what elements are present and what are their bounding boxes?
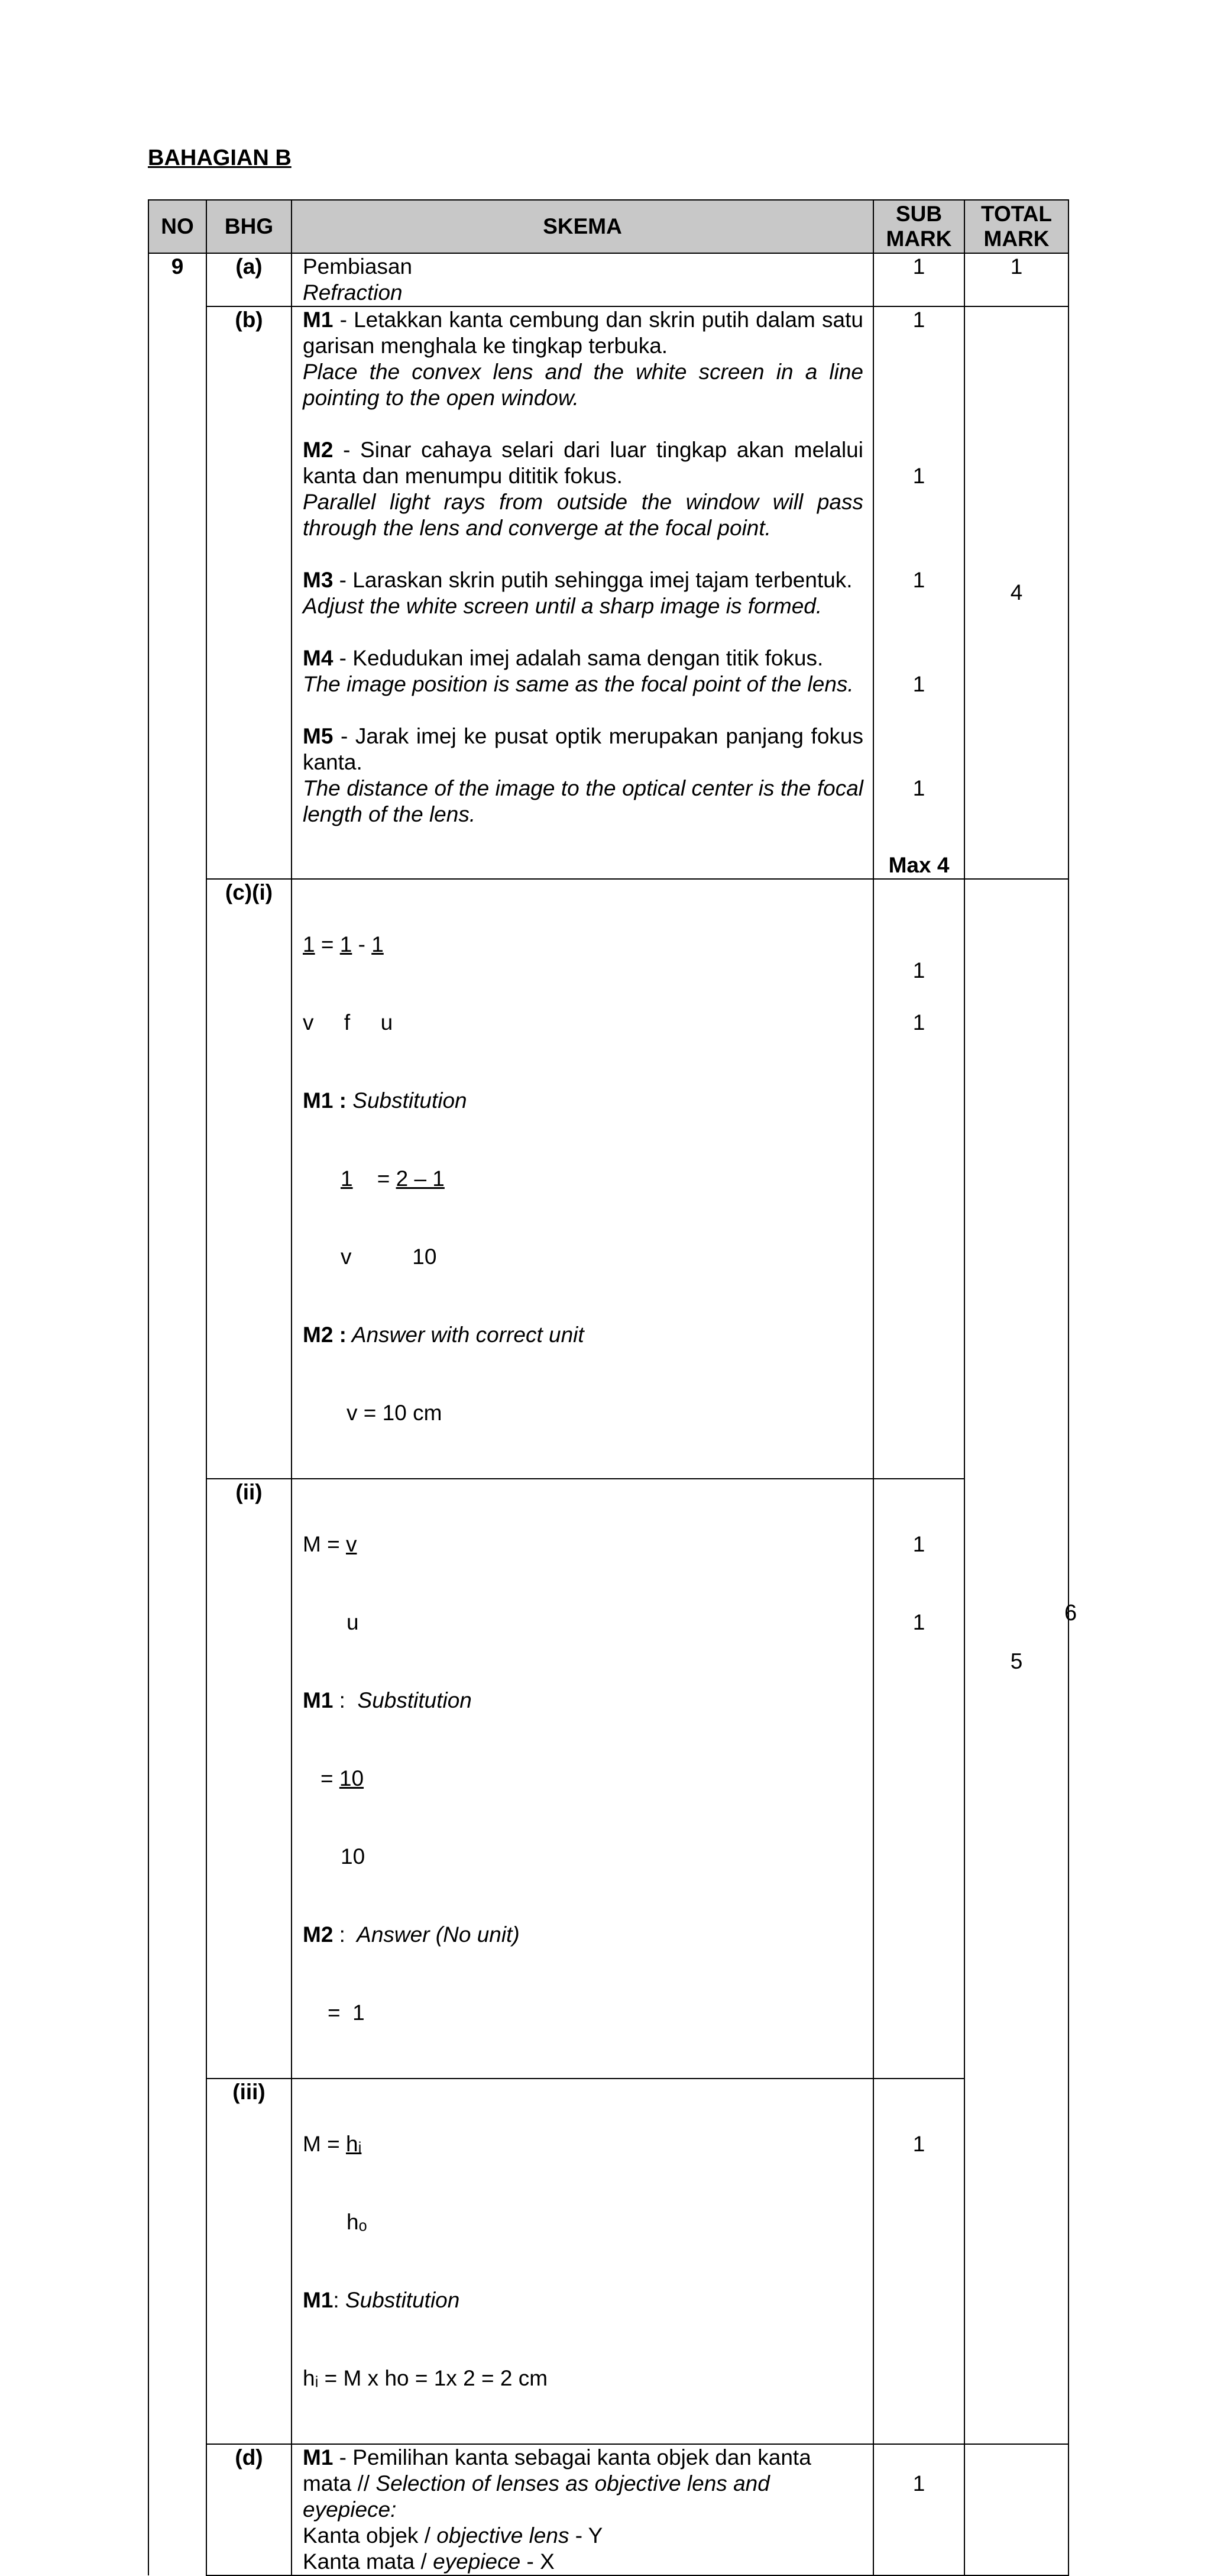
- header-bhg: BHG: [206, 200, 292, 253]
- answer-cell: 1 = 1 - 1 v f u M1 : Substitution 1 = 2 – 1 v 10 M2 : Answer with correct unit v = 10 cm: [292, 879, 873, 1479]
- table-row: [148, 1479, 1068, 2079]
- table-row: [148, 2444, 1068, 2575]
- question-number: 9: [148, 253, 206, 2575]
- header-sub-mark: SUB MARK: [873, 200, 964, 253]
- answer-cell: M1 - Letakkan kanta cembung dan skrin putih dalam satu garisan menghala ke tingkap terbuka. Place the convex lens and the white screen in a line pointing to the open window. M2 - Sinar cahaya selari dari luar tingkap akan melalui kanta dan menumpu dititik fokus. Parallel light rays from outside the window will pass through the lens and converge at the focal point. M3 - Laraskan skrin putih sehingga imej tajam terbentuk. Adjust the white screen until a sharp image is formed. M4 - Kedudukan imej adalah sama dengan titik fokus. The image position is same as the focal point of the lens. M5 - Jarak imej ke pusat optik merupakan panjang fokus kanta. The distance of the image to the optical center is the focal length of the lens.: [292, 306, 873, 879]
- part-label: (ii): [206, 1479, 292, 2079]
- header-no: NO: [148, 200, 206, 253]
- part-label: (d): [206, 2444, 292, 2575]
- section-title: BAHAGIAN B: [148, 146, 292, 170]
- table-row: [148, 2079, 1068, 2444]
- header-skema: SKEMA: [292, 200, 873, 253]
- answer-cell: M1 - Pemilihan kanta sebagai kanta objek dan kanta mata // Selection of lenses as objective lens and eyepiece: Kanta objek / objective lens - Y Kanta mata / eyepiece - X: [292, 2444, 873, 2575]
- page-number: 6: [1064, 1601, 1077, 1625]
- sub-mark: 1 1 1 1 1 Max 4: [873, 306, 964, 879]
- sub-mark: 1 1: [873, 879, 964, 1479]
- sub-mark: 1: [873, 2079, 964, 2444]
- answer-cell: M = hᵢ hₒ M1: Substitution hᵢ = M x ho = 1x 2 = 2 cm: [292, 2079, 873, 2444]
- marking-scheme-table: [148, 199, 1069, 2576]
- sub-mark: 1 1: [873, 1479, 964, 2079]
- answer-cell: M = v u M1 : Substitution = 10 10 M2 : Answer (No unit) = 1: [292, 1479, 873, 2079]
- total-mark: 4: [964, 306, 1068, 879]
- part-label: (b): [206, 306, 292, 879]
- table-header-row: [148, 200, 1068, 253]
- part-label: (iii): [206, 2079, 292, 2444]
- total-mark: [964, 2444, 1068, 2575]
- table-row: [148, 253, 1068, 306]
- sub-mark: 1: [873, 253, 964, 306]
- table-row: [148, 879, 1068, 1479]
- table-row: [148, 306, 1068, 879]
- total-mark: 1: [964, 253, 1068, 306]
- header-total-mark: TOTAL MARK: [964, 200, 1068, 253]
- total-mark: 5: [964, 879, 1068, 2444]
- part-label: (c)(i): [206, 879, 292, 1479]
- sub-mark: 1: [873, 2444, 964, 2575]
- answer-cell: Pembiasan Refraction: [292, 253, 873, 306]
- part-label: (a): [206, 253, 292, 306]
